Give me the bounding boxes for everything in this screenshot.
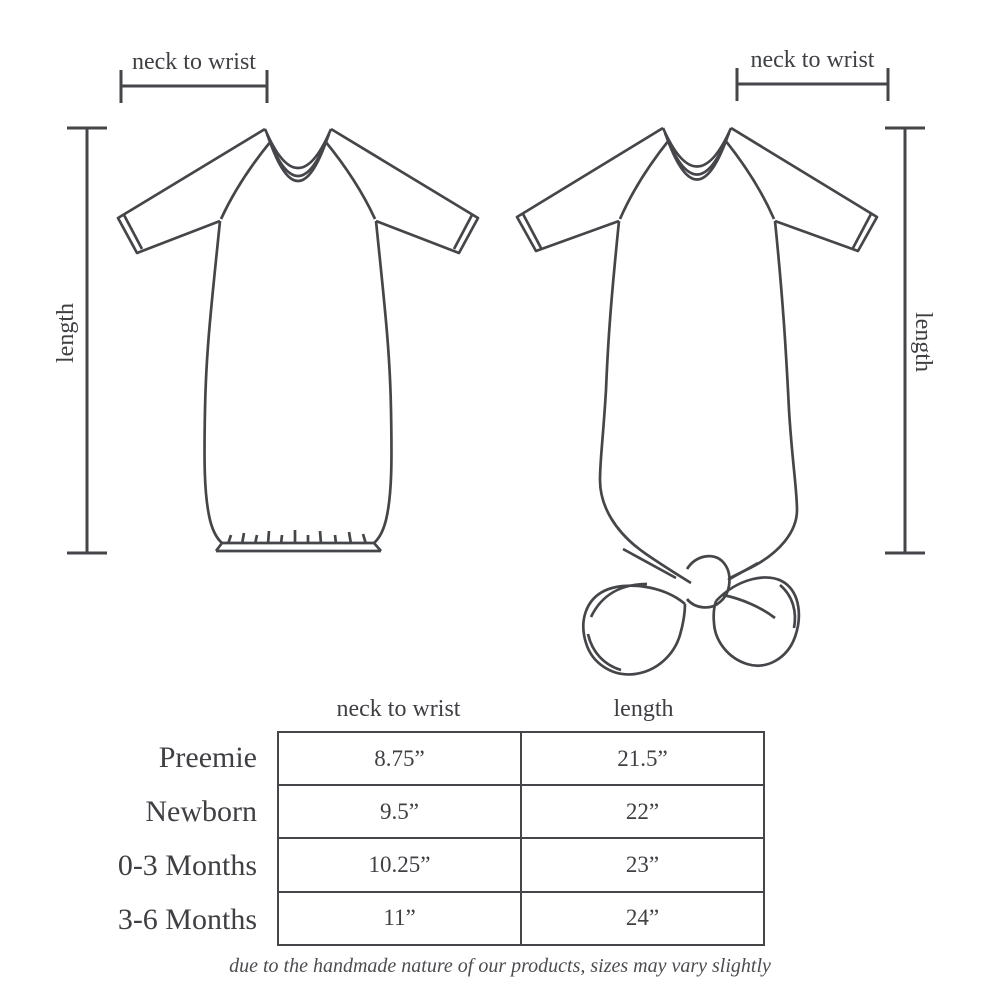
handmade-disclaimer: due to the handmade nature of our products, sizes may vary slightly: [229, 955, 771, 977]
left-body-edge: [205, 221, 222, 543]
table-row: [279, 837, 763, 890]
neckline: [663, 128, 731, 167]
knotted-gown-drawing: [517, 128, 877, 674]
cell-0-3-months-length: 23”: [520, 839, 763, 890]
table-row: [279, 733, 763, 784]
neckline: [265, 129, 331, 168]
left-sleeve: [118, 129, 265, 253]
size-label-3-6-months: 3-6 Months: [117, 903, 257, 936]
cell-3-6-months-neck-to-wrist: 11”: [383, 905, 416, 931]
right-body-edge: [374, 221, 391, 543]
gathered-hem: [216, 530, 381, 551]
size-label-newborn: Newborn: [145, 795, 257, 828]
table-header-length: length: [613, 696, 674, 722]
cell-0-3-months-neck-to-wrist: 10.25”: [368, 851, 431, 877]
cell-3-6-months-length: 24”: [520, 893, 763, 944]
table-row: [279, 784, 763, 837]
right-sleeve: [331, 129, 478, 253]
cell-preemie-neck-to-wrist: 8.75”: [374, 745, 425, 771]
size-label-0-3-months: 0-3 Months: [117, 849, 257, 882]
size-table: [277, 731, 765, 946]
cell-preemie-length: 21.5”: [520, 733, 763, 784]
classic-gown-drawing: [118, 129, 478, 551]
neck-to-wrist-label-left: neck to wrist: [132, 49, 256, 75]
cell-newborn-length: 22”: [520, 786, 763, 837]
table-row: [279, 891, 763, 944]
table-header-neck-to-wrist: neck to wrist: [336, 696, 461, 722]
right-sleeve: [731, 128, 877, 251]
length-label-right: length: [910, 312, 936, 372]
right-body-edge: [730, 221, 797, 578]
length-label-left: length: [53, 303, 79, 363]
cell-newborn-neck-to-wrist: 9.5”: [380, 798, 419, 824]
knot-left-loop: [583, 586, 685, 675]
size-label-preemie: Preemie: [158, 741, 257, 774]
knot: [583, 556, 799, 674]
left-sleeve: [517, 128, 663, 251]
left-body-edge: [600, 221, 691, 583]
neck-to-wrist-label-right: neck to wrist: [750, 47, 875, 73]
